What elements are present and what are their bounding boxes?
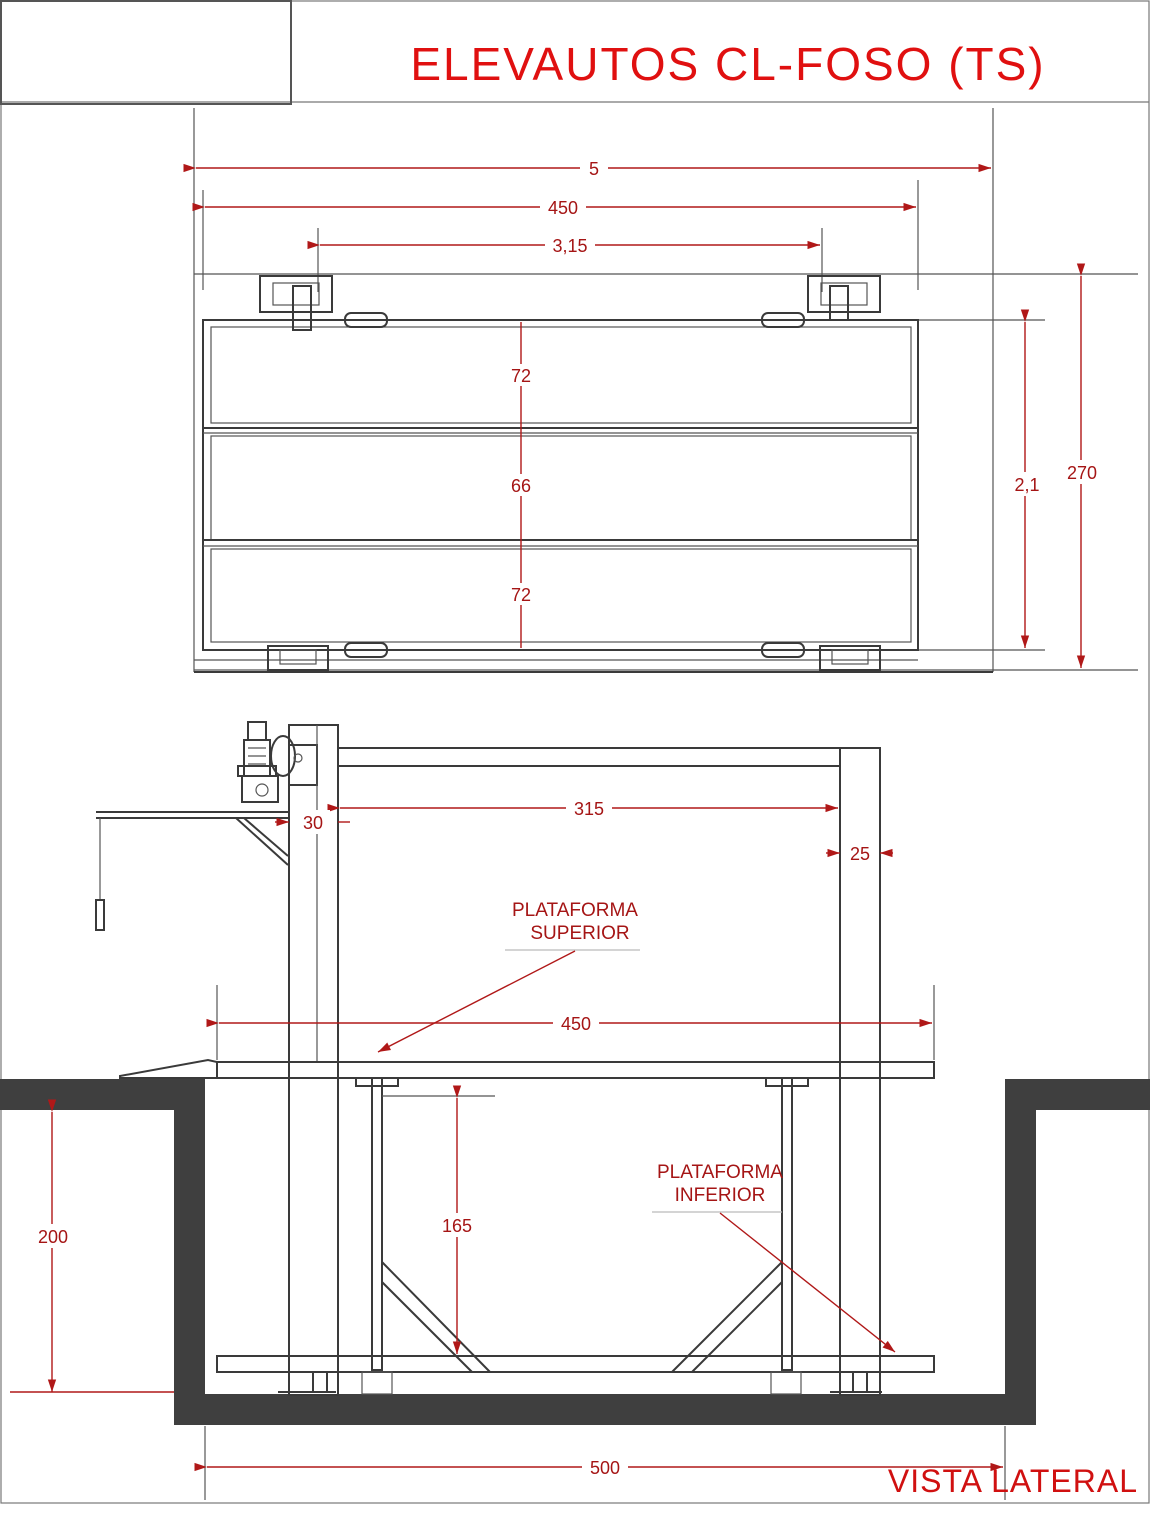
dim-post-offset: 30 xyxy=(302,813,324,833)
dim-bay-middle: 66 xyxy=(510,476,532,496)
dim-post-width: 25 xyxy=(849,844,871,864)
dim-pit-depth: 200 xyxy=(37,1227,69,1247)
label-lower-platform-1: PLATAFORMA xyxy=(657,1162,783,1183)
dim-pit-width: 500 xyxy=(589,1458,621,1478)
label-upper-platform-2: SUPERIOR xyxy=(530,923,630,944)
post-plate-top-right xyxy=(808,276,880,320)
dim-bay-bottom: 72 xyxy=(510,585,532,605)
dim-bay-top: 72 xyxy=(510,366,532,386)
lower-platform xyxy=(217,1356,934,1372)
view-label: VISTA LATERAL xyxy=(887,1463,1138,1499)
label-upper-platform-1: PLATAFORMA xyxy=(512,900,638,921)
dim-lower-height: 165 xyxy=(441,1216,473,1236)
upper-platform xyxy=(120,1060,934,1078)
pit-wall xyxy=(0,1079,1150,1425)
dim-column-span: 315 xyxy=(573,799,605,819)
dim-platform-length: 450 xyxy=(560,1014,592,1034)
post-plate-top-left xyxy=(260,276,332,330)
sheet-frame xyxy=(1,1,1149,1503)
dim-overall-width: 5 xyxy=(588,159,600,179)
dim-post-spacing: 3,15 xyxy=(552,236,588,256)
side-view xyxy=(0,722,1150,1500)
drawing-title: ELEVAUTOS CL-FOSO (TS) xyxy=(410,38,1046,90)
dim-platform-depth: 2,1 xyxy=(1014,475,1040,495)
label-lower-platform-2: INFERIOR xyxy=(674,1185,766,1206)
dim-platform-width: 450 xyxy=(547,198,579,218)
motor-unit xyxy=(238,722,295,802)
dim-overall-depth: 270 xyxy=(1066,463,1098,483)
plan-view xyxy=(194,108,1138,672)
